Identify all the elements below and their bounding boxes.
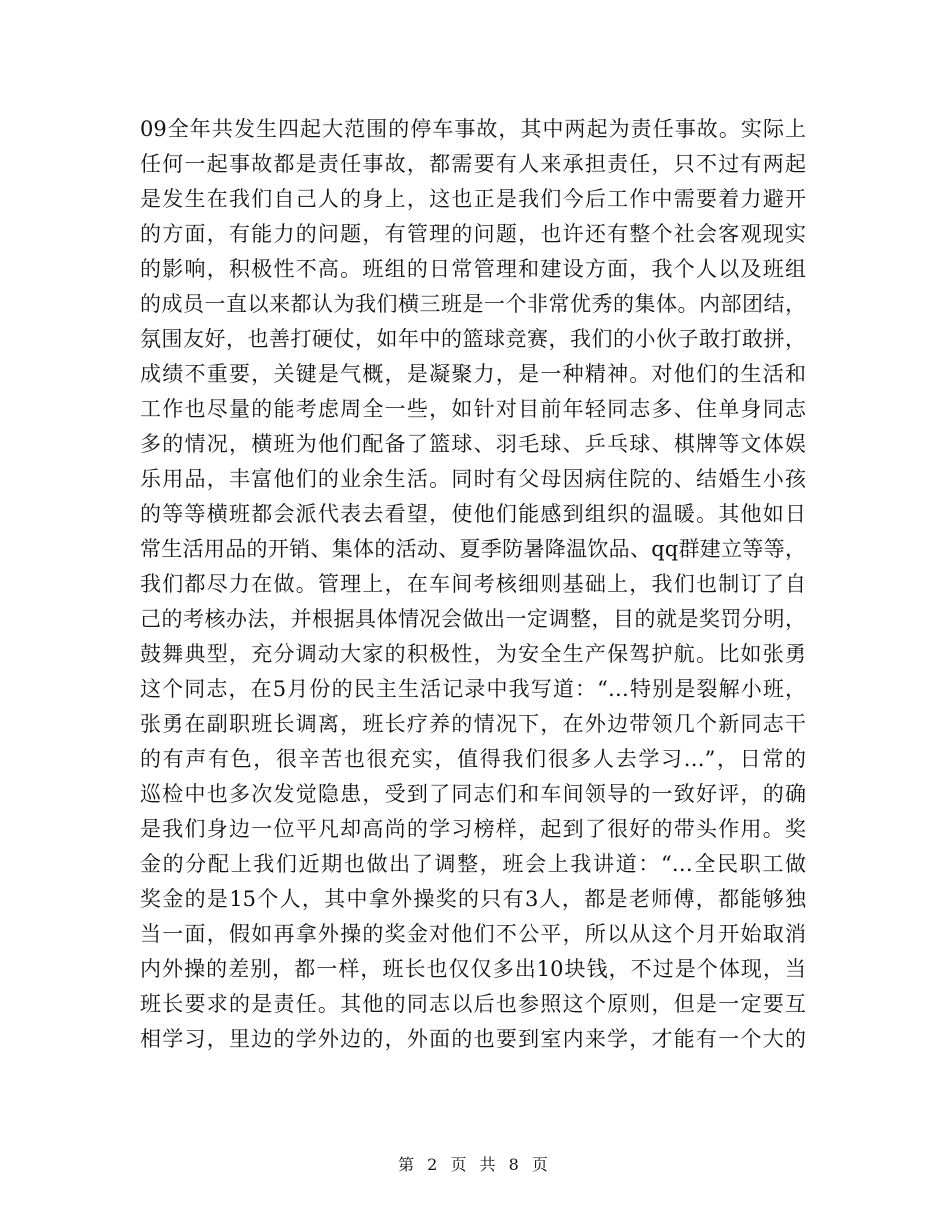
text-line: 氛围友好，也善打硬仗，如年中的篮球竞赛，我们的小伙子敢打敢拼，: [140, 327, 806, 351]
text-line: 金的分配上我们近期也做出了调整，班会上我讲道：“…全民职工做: [140, 852, 806, 876]
text-line: 奖金的是15个人，其中拿外操奖的只有3人，都是老师傅，都能够独: [140, 887, 806, 911]
text-line: 的有声有色，很辛苦也很充实，值得我们很多人去学习…”，日常的: [140, 747, 806, 771]
text-line: 是发生在我们自己人的身上，这也正是我们今后工作中需要着力避开: [140, 187, 806, 211]
body-text: [140, 112, 806, 1057]
page-footer: [0, 1155, 950, 1175]
text-line: 内外操的差别，都一样，班长也仅仅多出10块钱，不过是个体现，当: [140, 957, 806, 981]
text-line: 的影响，积极性不高。班组的日常管理和建设方面，我个人以及班组: [140, 257, 806, 281]
text-line: 巡检中也多次发觉隐患，受到了同志们和车间领导的一致好评，的确: [140, 782, 806, 806]
text-line: 工作也尽量的能考虑周全一些，如针对目前年轻同志多、住单身同志: [140, 397, 806, 421]
text-line: 乐用品，丰富他们的业余生活。同时有父母因病住院的、结婚生小孩: [140, 467, 806, 491]
text-line: 09全年共发生四起大范围的停车事故，其中两起为责任事故。实际上: [140, 117, 806, 141]
text-line: 的成员一直以来都认为我们横三班是一个非常优秀的集体。内部团结，: [140, 292, 806, 316]
text-line: 的等等横班都会派代表去看望，使他们能感到组织的温暖。其他如日: [140, 502, 806, 526]
text-line: 多的情况，横班为他们配备了篮球、羽毛球、乒乓球、棋牌等文体娱: [140, 432, 806, 456]
text-line: 任何一起事故都是责任事故，都需要有人来承担责任，只不过有两起: [140, 152, 806, 176]
text-line: 当一面，假如再拿外操的奖金对他们不公平，所以从这个月开始取消: [140, 922, 806, 946]
page-number-label: 第 2 页 共 8 页: [398, 1155, 552, 1174]
text-line: 这个同志，在5月份的民主生活记录中我写道：“…特别是裂解小班，: [140, 677, 806, 701]
text-line: 我们都尽力在做。管理上，在车间考核细则基础上，我们也制订了自: [140, 572, 806, 596]
text-line: 相学习，里边的学外边的，外面的也要到室内来学，才能有一个大的: [140, 1027, 806, 1051]
text-line: 常生活用品的开销、集体的活动、夏季防暑降温饮品、qq群建立等等，: [140, 537, 806, 561]
text-line: 张勇在副职班长调离，班长疗养的情况下，在外边带领几个新同志干: [140, 712, 806, 736]
text-line: 班长要求的是责任。其他的同志以后也参照这个原则，但是一定要互: [140, 992, 806, 1016]
text-line: 鼓舞典型，充分调动大家的积极性，为安全生产保驾护航。比如张勇: [140, 642, 806, 666]
text-line: 成绩不重要，关键是气概，是凝聚力，是一种精神。对他们的生活和: [140, 362, 806, 386]
text-line: 的方面，有能力的问题，有管理的问题，也许还有整个社会客观现实: [140, 222, 806, 246]
text-line: 己的考核办法，并根据具体情况会做出一定调整，目的就是奖罚分明，: [140, 607, 806, 631]
text-line: 是我们身边一位平凡却高尚的学习榜样，起到了很好的带头作用。奖: [140, 817, 806, 841]
